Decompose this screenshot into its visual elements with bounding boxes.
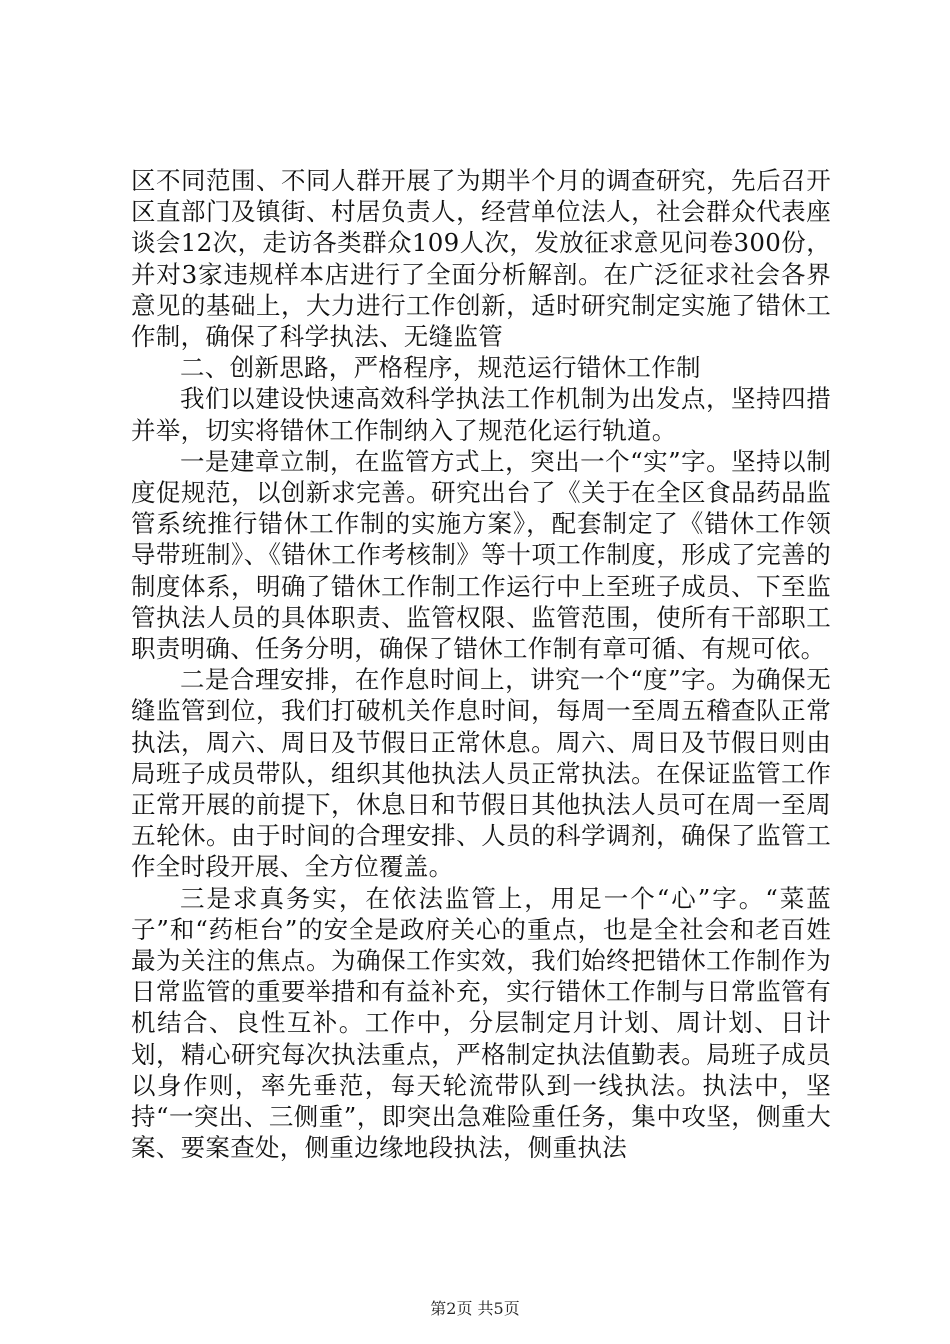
paragraph-continued: 区不同范围、不同人群开展了为期半个月的调查研究，先后召开区直部门及镇街、村居负责人，经营单位法人，社会群众代表座谈会12次，走访各类群众109人次，发放征求意见问卷300份，并对3家违规样本店进行了全面分析解剖。在广泛征求社会各界意见的基础上，大力进行工作创新，适时研究制定实施了错休工作制，确保了科学执法、无缝监管 [131,166,832,352]
paragraph-intro: 我们以建设快速高效科学执法工作机制为出发点，坚持四措并举，切实将错休工作制纳入了规范化运行轨道。 [131,384,831,445]
section-heading: 二、创新思路，严格程序，规范运行错休工作制 [180,353,701,383]
page-footer: 第2页 共5页 [430,1299,520,1318]
paragraph-point-two: 二是合理安排，在作息时间上，讲究一个“度”字。为确保无缝监管到位，我们打破机关作息时间，每周一至周五稽查队正常执法，周六、周日及节假日正常休息。周六、周日及节假日则由局班子成员带队，组织其他执法人员正常执法。在保证监管工作正常开展的前提下，休息日和节假日其他执法人员可在周一至周五轮休。由于时间的合理安排、人员的科学调剂，确保了监管工作全时段开展、全方位覆盖。 [131,665,831,882]
paragraph-point-one: 一是建章立制，在监管方式上，突出一个“实”字。坚持以制度促规范，以创新求完善。研究出台了《关于在全区食品药品监管系统推行错休工作制的实施方案》，配套制定了《错休工作领导带班制》、《错休工作考核制》等十项工作制度，形成了完善的制度体系，明确了错休工作制工作运行中上至班子成员、下至监管执法人员的具体职责、监管权限、监管范围，使所有干部职工职责明确、任务分明，确保了错休工作制有章可循、有规可依。 [131,446,831,664]
document-body [131,165,831,1164]
paragraph-point-three: 三是求真务实，在依法监管上，用足一个“心”字。“菜蓝子”和“药柜台”的安全是政府关心的重点，也是全社会和老百姓最为关注的焦点。为确保工作实效，我们始终把错休工作制作为日常监管的重要举措和有益补充，实行错休工作制与日常监管有机结合、良性互补。工作中，分层制定月计划、周计划、日计划，精心研究每次执法重点，严格制定执法值勤表。局班子成员以身作则，率先垂范，每天轮流带队到一线执法。执法中，坚持“一突出、三侧重”，即突出急难险重任务，集中攻坚，侧重大案、要案查处，侧重边缘地段执法，侧重执法 [131,883,831,1163]
